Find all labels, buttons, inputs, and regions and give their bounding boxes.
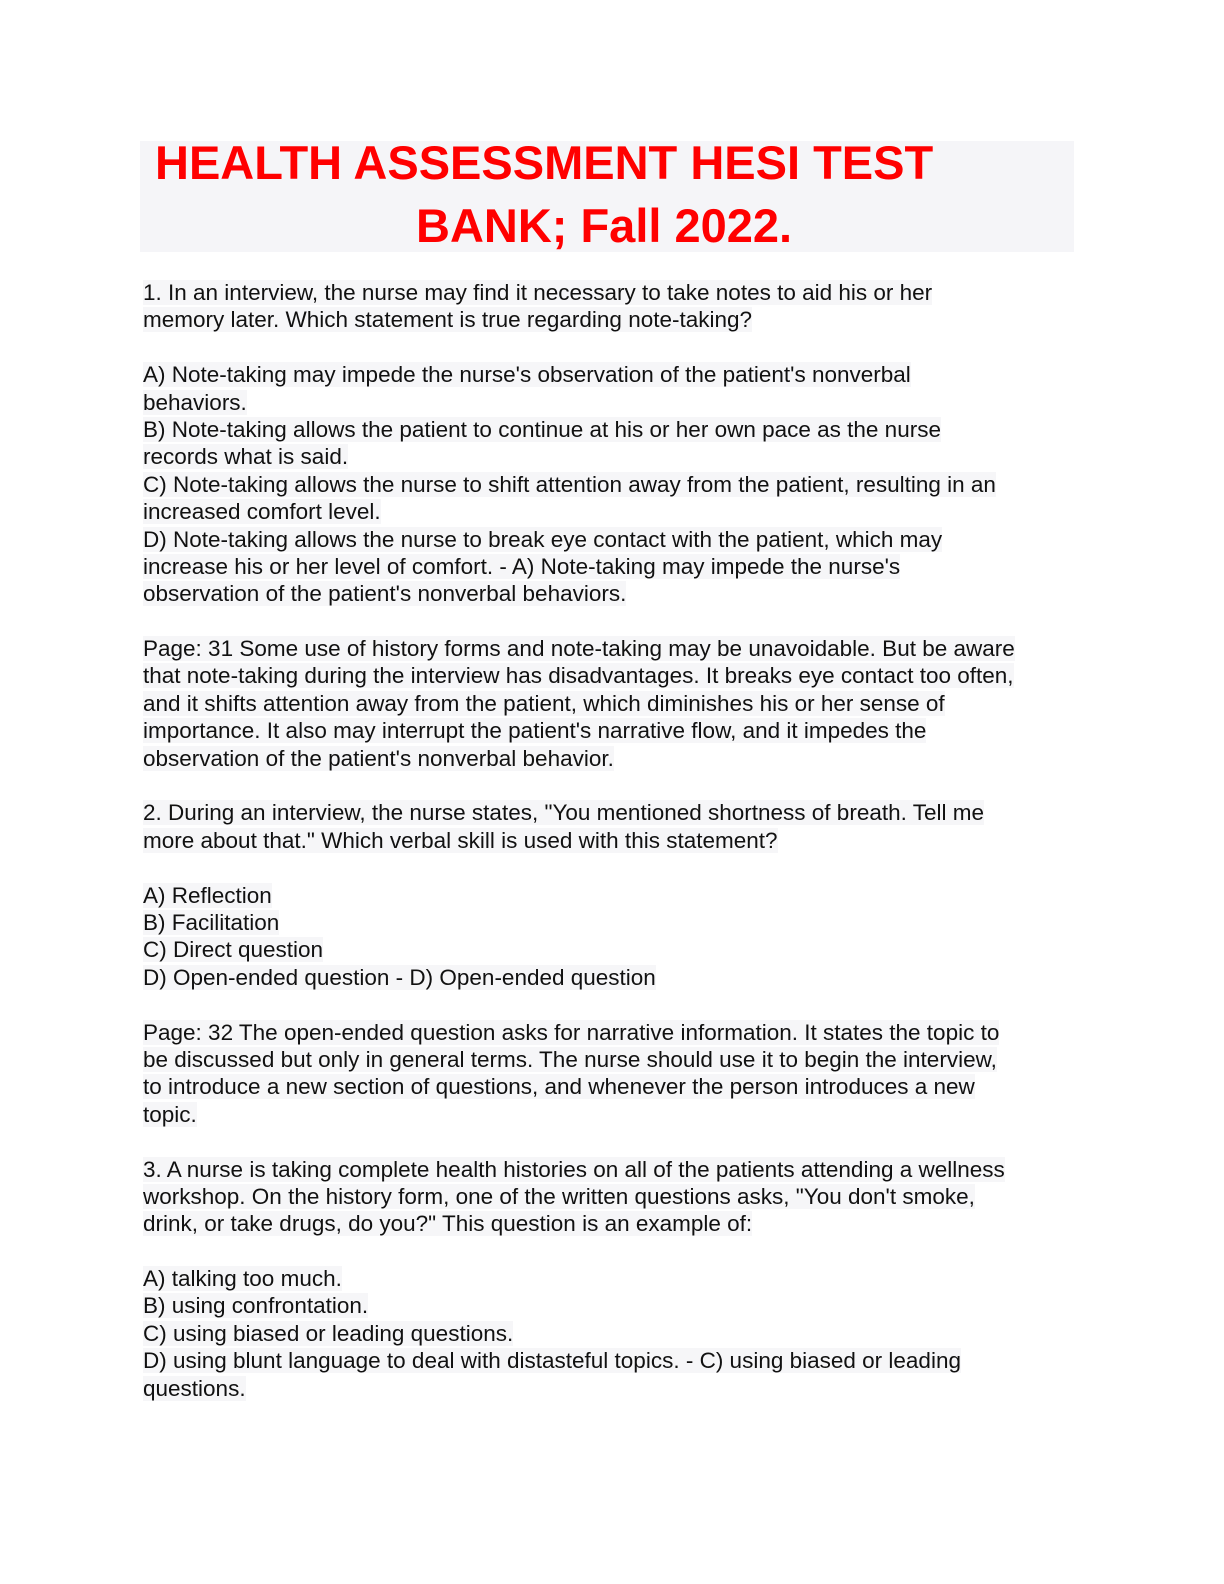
text-line-content: records what is said.	[143, 444, 349, 470]
text-line	[143, 799, 1078, 826]
text-line-content: D) Open-ended question - D) Open-ended question	[143, 964, 656, 990]
text-line	[143, 1046, 1078, 1073]
text-line	[143, 882, 1078, 909]
text-line	[143, 690, 1078, 717]
text-line	[143, 526, 1078, 553]
text-line-content: Page: 32 The open-ended question asks for narrative information. It states the topic to	[143, 1019, 1000, 1045]
text-line-content: to introduce a new section of questions, and whenever the person introduces a new	[143, 1074, 975, 1100]
text-line	[143, 498, 1078, 525]
paragraph-gap	[143, 772, 1078, 799]
text-line	[143, 1375, 1078, 1402]
text-line-content: 2. During an interview, the nurse states, "You mentioned shortness of breath. Tell me	[143, 800, 984, 826]
text-line-content: behaviors.	[143, 389, 247, 415]
text-line	[143, 1265, 1078, 1292]
text-line-content: C) Direct question	[143, 937, 324, 963]
text-line	[143, 1292, 1078, 1319]
text-line-content: be discussed but only in general terms. The nurse should use it to begin the interview,	[143, 1046, 997, 1072]
text-line-content: memory later. Which statement is true regarding note-taking?	[143, 307, 753, 333]
paragraph-gap	[143, 991, 1078, 1018]
text-line	[143, 416, 1078, 443]
paragraph-gap	[143, 334, 1078, 361]
text-line-content: observation of the patient's nonverbal behavior.	[143, 745, 614, 771]
text-line-content: B) using confrontation.	[143, 1293, 369, 1319]
text-line-content: 3. A nurse is taking complete health histories on all of the patients attending a wellness	[143, 1156, 1005, 1182]
text-line-content: D) Note-taking allows the nurse to break eye contact with the patient, which may	[143, 526, 943, 552]
document-body	[143, 279, 1078, 1402]
text-line-content: 1. In an interview, the nurse may find it necessary to take notes to aid his or her	[143, 280, 933, 305]
text-line	[143, 745, 1078, 772]
text-line-content: D) using blunt language to deal with distasteful topics. - C) using biased or leading	[143, 1348, 961, 1374]
text-line	[143, 471, 1078, 498]
text-line-content: and it shifts attention away from the patient, which diminishes his or her sense of	[143, 690, 945, 716]
text-line	[143, 1347, 1078, 1374]
text-line	[143, 279, 1078, 306]
document-title	[140, 136, 1074, 252]
text-line	[143, 964, 1078, 991]
text-line	[143, 1073, 1078, 1100]
text-line	[143, 1210, 1078, 1237]
paragraph-gap	[143, 608, 1078, 635]
text-line	[143, 1019, 1078, 1046]
paragraph-gap	[143, 854, 1078, 881]
text-line-content: drink, or take drugs, do you?" This question is an example of:	[143, 1211, 753, 1237]
text-line-content: A) Note-taking may impede the nurse's observation of the patient's nonverbal	[143, 362, 911, 388]
text-line-content: importance. It also may interrupt the patient's narrative flow, and it impedes the	[143, 718, 927, 744]
text-line-content: C) Note-taking allows the nurse to shift attention away from the patient, resulting in an	[143, 471, 996, 497]
text-line-content: Page: 31 Some use of history forms and note-taking may be unavoidable. But be aware	[143, 636, 1015, 662]
text-line	[143, 909, 1078, 936]
text-line	[143, 361, 1078, 388]
text-line-content: that note-taking during the interview has disadvantages. It breaks eye contact too often,	[143, 663, 1014, 689]
text-line	[143, 1320, 1078, 1347]
text-line-content: observation of the patient's nonverbal behaviors.	[143, 581, 627, 607]
text-line-content: increased comfort level.	[143, 499, 381, 525]
text-line	[143, 443, 1078, 470]
text-line-content: A) talking too much.	[143, 1266, 342, 1292]
text-line	[143, 1183, 1078, 1210]
text-line-content: A) Reflection	[143, 882, 272, 908]
text-line	[143, 1156, 1078, 1183]
paragraph-gap	[143, 1128, 1078, 1155]
text-line	[143, 936, 1078, 963]
text-line	[143, 1101, 1078, 1128]
text-line	[143, 553, 1078, 580]
text-line	[143, 827, 1078, 854]
text-line-content: workshop. On the history form, one of the written questions asks, "You don't smoke,	[143, 1183, 975, 1209]
text-line	[143, 662, 1078, 689]
text-line-content: C) using biased or leading questions.	[143, 1320, 514, 1346]
text-line-content: topic.	[143, 1101, 197, 1127]
paragraph-gap	[143, 1238, 1078, 1265]
title-line-1: HEALTH ASSESSMENT HESI TEST	[155, 136, 934, 189]
text-line	[143, 306, 1078, 333]
text-line-content: B) Note-taking allows the patient to continue at his or her own pace as the nurse	[143, 416, 941, 442]
text-line	[143, 389, 1078, 416]
text-line	[143, 580, 1078, 607]
text-line-content: B) Facilitation	[143, 909, 280, 935]
text-line-content: questions.	[143, 1375, 246, 1401]
text-line-content: more about that." Which verbal skill is used with this statement?	[143, 827, 778, 853]
text-line-content: increase his or her level of comfort. - A) Note-taking may impede the nurse's	[143, 553, 901, 579]
title-line-2: BANK; Fall 2022.	[416, 199, 793, 252]
text-line	[143, 717, 1078, 744]
text-line	[143, 635, 1078, 662]
